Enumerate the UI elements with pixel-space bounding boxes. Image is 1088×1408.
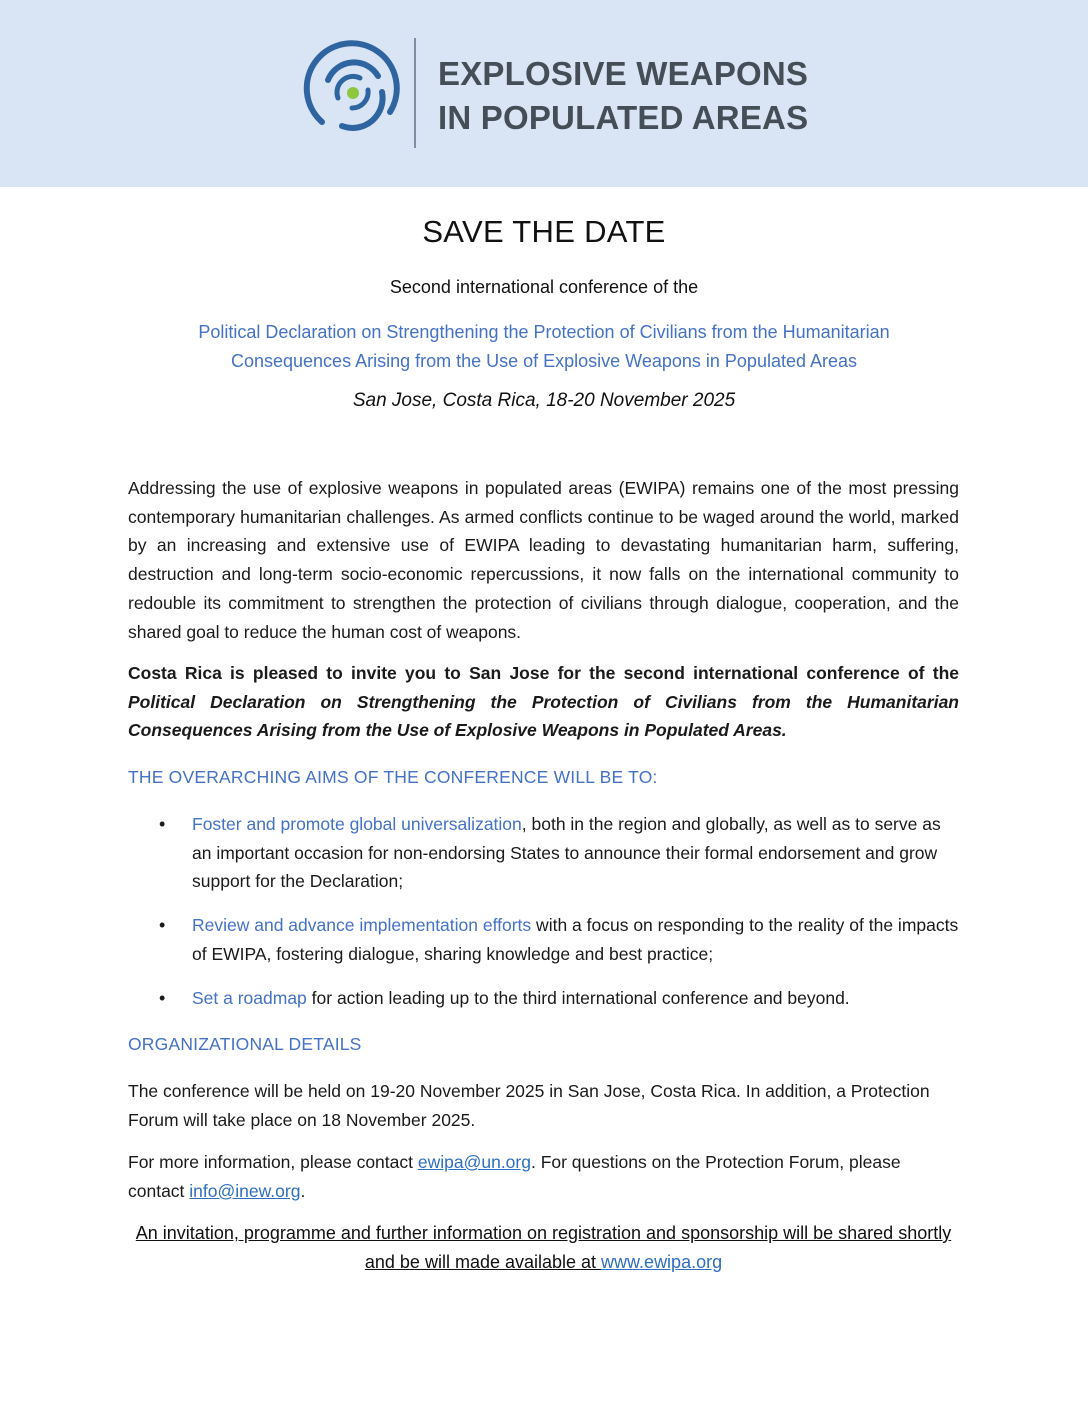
org-details-heading: ORGANIZATIONAL DETAILS	[128, 1034, 362, 1054]
email-link-inew[interactable]: info@inew.org	[189, 1180, 301, 1201]
invitation-lead: Costa Rica is pleased to invite you to San Jose for the second international conference of the	[128, 663, 959, 683]
bullet-icon: •	[159, 814, 166, 834]
list-item	[128, 911, 959, 968]
list-item	[128, 810, 959, 896]
org-details-paragraph: The conference will be held on 19-20 November 2025 in San Jose, Costa Rica. In addition, a Protection Forum will take place on 18 November 2025.	[128, 1081, 930, 1130]
aim-highlight: Review and advance implementation efforts	[192, 915, 532, 936]
aim-highlight: Set a roadmap	[192, 987, 307, 1008]
bullet-icon: •	[159, 915, 166, 936]
list-item	[128, 984, 959, 1013]
logo-wordmark	[438, 52, 808, 140]
aim-text: for action leading up to the third international conference and beyond.	[306, 987, 850, 1008]
contact-text-1: For more information, please contact	[128, 1152, 418, 1172]
subtitle: Second international conference of the	[389, 277, 699, 297]
aim-highlight: Foster and promote global universalization	[192, 814, 522, 834]
invitation-declaration: Political Declaration on Strengthening the Protection of Civilians from the Humanitarian Consequences Arising from the Use of Explosive Weapons in Populated Areas.	[128, 691, 959, 741]
logo-line-2: IN POPULATED AREAS	[438, 99, 809, 136]
invitation-paragraph	[128, 659, 959, 745]
email-link-ewipa[interactable]: ewipa@un.org	[417, 1152, 531, 1172]
aim-text: with a focus on responding to the reality of the impacts of EWIPA, fostering dialogue, sharing knowledge and best practice;	[192, 915, 959, 964]
bullet-icon: •	[159, 987, 166, 1008]
aims-heading: THE OVERARCHING AIMS OF THE CONFERENCE WILL BE TO:	[128, 767, 658, 787]
event-location-date: San Jose, Costa Rica, 18-20 November 2025	[352, 390, 736, 411]
header-banner	[0, 0, 1088, 187]
declaration-line-2: Consequences Arising from the Use of Explosive Weapons in Populated Areas	[230, 351, 858, 371]
contact-text-2: . For questions on the Protection Forum, please contact	[128, 1152, 901, 1201]
footer-notice	[128, 1219, 959, 1277]
aim-text: , both in the region and globally, as well as to serve as an important occasion for non-endorsing States to announce their formal endorsement and grow support for the Declaration;	[192, 814, 941, 892]
declaration-line-1: Political Declaration on Strengthening the Protection of Civilians from the Humanitarian	[198, 322, 890, 342]
intro-paragraph: Addressing the use of explosive weapons in populated areas (EWIPA) remains one of the most pressing contemporary humanitarian challenges. As armed conflicts continue to be waged around the world, marked by an increasing and extensive use of EWIPA leading to devastating humanitarian harm, suffering, destruction and long-term socio-economic repercussions, it now falls on the international community to redouble its commitment to strengthen the protection of civilians through dialogue, cooperation, and the shared goal to reduce the human cost of weapons.	[128, 478, 959, 642]
page-title: SAVE THE DATE	[422, 214, 666, 249]
aims-list	[128, 810, 959, 1027]
logo-line-1: EXPLOSIVE WEAPONS	[438, 55, 809, 92]
contact-paragraph	[128, 1148, 959, 1205]
logo-divider	[414, 38, 416, 148]
declaration-title	[130, 318, 958, 376]
website-link[interactable]: www.ewipa.org	[601, 1252, 723, 1272]
concentric-target-icon	[302, 40, 402, 140]
contact-text-3: .	[300, 1180, 306, 1201]
footer-text: An invitation, programme and further information on registration and sponsorship will be shared shortly and be will made available at	[135, 1223, 952, 1272]
